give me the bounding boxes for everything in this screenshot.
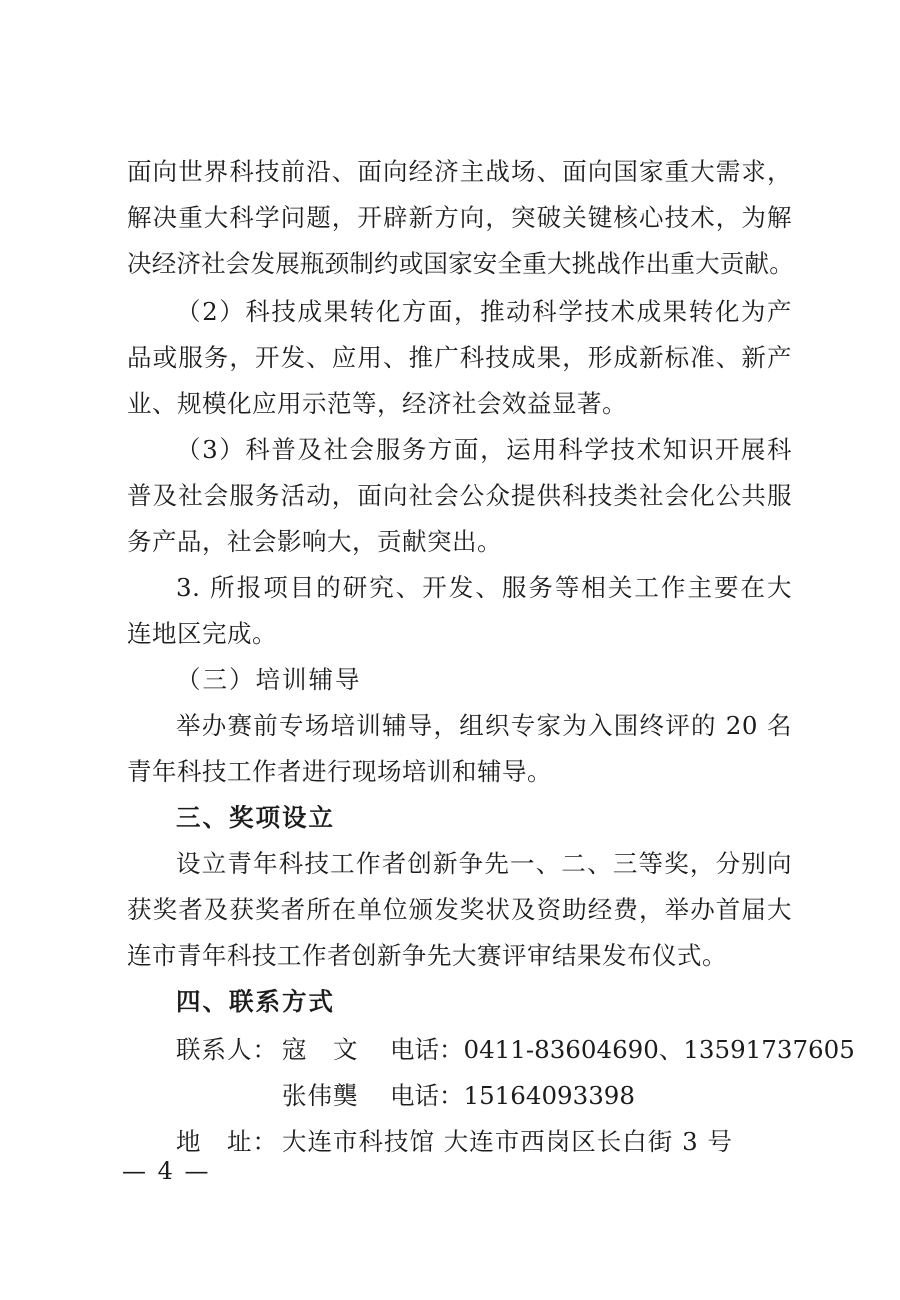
subheading-training: （三）培训辅导 <box>176 665 362 694</box>
paragraph-line: （3）科普及社会服务方面，运用科学技术知识开展科 <box>176 435 792 464</box>
paragraph-line: 获奖者及获奖者所在单位颁发奖状及资助经费，举办首届大 <box>127 895 792 924</box>
paragraph-line: 决经济社会发展瓶颈制约或国家安全重大挑战作出重大贡献。 <box>127 249 794 278</box>
section-heading-awards: 三、奖项设立 <box>176 803 335 832</box>
paragraph-line: 务产品，社会影响大，贡献突出。 <box>127 527 502 556</box>
contact-person-1-phone: 电话：0411-83604690、13591737605 <box>390 1035 855 1064</box>
contact-person-2: 张伟龑 <box>282 1081 359 1110</box>
contact-person-2-phone: 电话：15164093398 <box>390 1081 635 1110</box>
paragraph-line: 连市青年科技工作者创新争先大赛评审结果发布仪式。 <box>127 941 727 970</box>
section-heading-contact: 四、联系方式 <box>176 987 335 1016</box>
page-number: — 4 — <box>122 1157 211 1185</box>
paragraph-line: 面向世界科技前沿、面向经济主战场、面向国家重大需求， <box>127 157 792 186</box>
paragraph-line: 青年科技工作者进行现场培训和辅导。 <box>127 757 552 786</box>
paragraph-line: 连地区完成。 <box>127 619 277 648</box>
paragraph-line: 品或服务，开发、应用、推广科技成果，形成新标准、新产 <box>127 343 792 372</box>
paragraph-line: 解决重大科学问题，开辟新方向，突破关键核心技术，为解 <box>127 203 792 232</box>
contact-person-1: 寇 文 <box>282 1035 359 1064</box>
contact-label: 联系人： <box>176 1035 278 1064</box>
address-value: 大连市科技馆 大连市西岗区长白街 3 号 <box>282 1127 733 1156</box>
paragraph-line: 业、规模化应用示范等，经济社会效益显著。 <box>127 389 627 418</box>
paragraph-line: 3. 所报项目的研究、开发、服务等相关工作主要在大 <box>176 573 792 602</box>
paragraph-line: （2）科技成果转化方面，推动科学技术成果转化为产 <box>176 297 792 326</box>
paragraph-line: 普及社会服务活动，面向社会公众提供科技类社会化公共服 <box>127 481 792 510</box>
paragraph-line: 设立青年科技工作者创新争先一、二、三等奖，分别向 <box>176 849 792 878</box>
paragraph-line: 举办赛前专场培训辅导，组织专家为入围终评的 20 名 <box>176 711 792 740</box>
address-label: 地 址： <box>176 1127 278 1156</box>
